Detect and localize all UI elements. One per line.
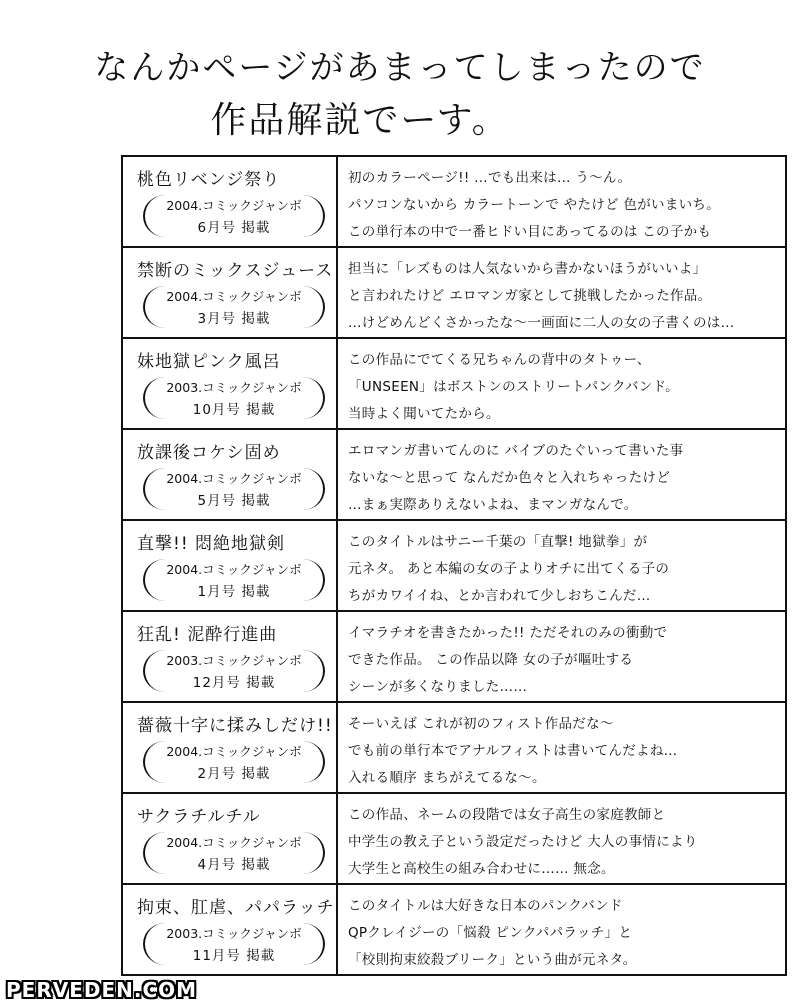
work-row bbox=[122, 611, 786, 702]
work-row bbox=[122, 520, 786, 611]
publication-bracket bbox=[143, 650, 325, 692]
work-title: 拘束、肛虐、パパラッチ bbox=[137, 898, 335, 918]
work-info-cell bbox=[122, 702, 337, 793]
publication-bracket bbox=[143, 286, 325, 328]
publication-issue: 12月号 掲載 bbox=[192, 675, 276, 691]
publication-name: 2003.コミックジャンボ bbox=[166, 380, 302, 395]
comment-line: イマラチオを書きたかった!! ただそれのみの衝動で bbox=[348, 625, 668, 641]
work-row bbox=[122, 247, 786, 338]
work-comment-cell bbox=[337, 793, 786, 884]
work-info-cell bbox=[122, 884, 337, 975]
work-title: 放課後コケシ固め bbox=[137, 443, 281, 463]
work-comment-cell bbox=[337, 429, 786, 520]
publication-name: 2003.コミックジャンボ bbox=[166, 653, 302, 668]
publication-issue: 5月号 掲載 bbox=[197, 493, 271, 509]
publication-bracket bbox=[143, 559, 325, 601]
work-comment-cell bbox=[337, 611, 786, 702]
publication-name: 2004.コミックジャンボ bbox=[166, 562, 302, 577]
work-info-cell bbox=[122, 429, 337, 520]
publication-name: 2004.コミックジャンボ bbox=[166, 289, 302, 304]
comment-line: と言われたけど エロマンガ家として挑戦したかった作品。 bbox=[348, 288, 712, 304]
publication-bracket bbox=[143, 377, 325, 419]
work-info-cell bbox=[122, 156, 337, 247]
comment-line: QPクレイジーの「悩殺 ピンクパパラッチ」と bbox=[348, 925, 633, 941]
heading-line-1: なんかページがあまってしまったので bbox=[94, 48, 706, 88]
comment-line: 入れる順序 まちがえてるな〜。 bbox=[348, 770, 546, 786]
heading-line-2: 作品解説でーす。 bbox=[210, 100, 510, 141]
comment-line: 「UNSEEN」はボストンのストリートパンクバンド。 bbox=[348, 379, 679, 395]
publication-issue: 6月号 掲載 bbox=[197, 220, 271, 236]
work-info-cell bbox=[122, 338, 337, 429]
work-title: 妹地獄ピンク風呂 bbox=[137, 352, 281, 372]
work-comment-cell bbox=[337, 156, 786, 247]
publication-issue: 4月号 掲載 bbox=[197, 857, 271, 873]
comment-line: 大学生と高校生の組み合わせに…… 無念。 bbox=[348, 861, 615, 877]
work-row bbox=[122, 884, 786, 975]
comment-line: …まぁ実際ありえないよね、まマンガなんで。 bbox=[348, 497, 638, 513]
publication-name: 2004.コミックジャンボ bbox=[166, 835, 302, 850]
publication-bracket bbox=[143, 468, 325, 510]
publication-name: 2004.コミックジャンボ bbox=[166, 744, 302, 759]
work-info-cell bbox=[122, 611, 337, 702]
comment-line: 元ネタ。 あと本編の女の子よりオチに出てくる子の bbox=[348, 561, 670, 577]
publication-bracket bbox=[143, 741, 325, 783]
publication-name: 2004.コミックジャンボ bbox=[166, 198, 302, 213]
work-title: サクラチルチル bbox=[137, 807, 261, 827]
publication-issue: 1月号 掲載 bbox=[197, 584, 271, 600]
work-comment-cell bbox=[337, 247, 786, 338]
publication-issue: 10月号 掲載 bbox=[192, 402, 276, 418]
publication-name: 2003.コミックジャンボ bbox=[166, 926, 302, 941]
comment-line: そーいえば これが初のフィスト作品だな〜 bbox=[348, 716, 614, 732]
comment-line: エロマンガ書いてんのに バイブのたぐいって書いた事 bbox=[348, 443, 684, 459]
work-info-cell bbox=[122, 247, 337, 338]
work-title: 狂乱! 泥酔行進曲 bbox=[137, 625, 278, 645]
comment-line: パソコンないから カラートーンで やたけど 色がいまいち。 bbox=[348, 197, 721, 213]
work-comment-cell bbox=[337, 520, 786, 611]
comment-line: でも前の単行本でアナルフィストは書いてんだよね… bbox=[348, 743, 678, 759]
comment-line: 当時よく聞いてたから。 bbox=[348, 406, 500, 422]
work-info-cell bbox=[122, 793, 337, 884]
work-comment-cell bbox=[337, 338, 786, 429]
work-comment-cell bbox=[337, 702, 786, 793]
publication-bracket bbox=[143, 832, 325, 874]
publication-issue: 2月号 掲載 bbox=[197, 766, 271, 782]
work-title: 直撃!! 悶絶地獄剣 bbox=[137, 534, 286, 554]
work-comment-cell bbox=[337, 884, 786, 975]
comment-line: ないな〜と思って なんだか色々と入れちゃったけど bbox=[348, 470, 670, 486]
work-row bbox=[122, 702, 786, 793]
publication-issue: 11月号 掲載 bbox=[192, 948, 276, 964]
comment-line: ちがカワイイね、とか言われて少しおちこんだ… bbox=[348, 588, 651, 604]
comment-line: …けどめんどくさかったな〜一画面に二人の女の子書くのは… bbox=[348, 315, 735, 331]
comment-line: この作品にでてくる兄ちゃんの背中のタトゥー、 bbox=[348, 352, 651, 368]
publication-bracket bbox=[143, 195, 325, 237]
comment-line: 中学生の教え子という設定だったけど 大人の事情により bbox=[348, 834, 698, 850]
work-row bbox=[122, 793, 786, 884]
work-info-cell bbox=[122, 520, 337, 611]
work-title: 桃色リベンジ祭り bbox=[137, 170, 281, 190]
comment-line: できた作品。 この作品以降 女の子が嘔吐する bbox=[348, 652, 634, 668]
publication-name: 2004.コミックジャンボ bbox=[166, 471, 302, 486]
work-row bbox=[122, 429, 786, 520]
works-table bbox=[121, 155, 787, 976]
work-title: 禁断のミックスジュース bbox=[137, 261, 334, 281]
comment-line: この作品、ネームの段階では女子高生の家庭教師と bbox=[348, 807, 666, 823]
comment-line: 初のカラーページ!! …でも出来は… う〜ん。 bbox=[348, 170, 632, 186]
work-row bbox=[122, 338, 786, 429]
work-row bbox=[122, 156, 786, 247]
publication-issue: 3月号 掲載 bbox=[197, 311, 271, 327]
comment-line: この単行本の中で一番ヒドい目にあってるのは この子かも bbox=[348, 224, 712, 240]
publication-bracket bbox=[143, 923, 325, 965]
comment-line: 「校則拘束絞殺ブリーク」という曲が元ネタ。 bbox=[348, 952, 637, 968]
site-watermark: PERVEDEN.COM bbox=[6, 978, 198, 1002]
comment-line: 担当に「レズものは人気ないから書かないほうがいいよ」 bbox=[348, 261, 707, 277]
comment-line: このタイトルはサニー千葉の「直撃! 地獄拳」が bbox=[348, 534, 648, 550]
comment-line: このタイトルは大好きな日本のパンクバンド bbox=[348, 898, 623, 914]
work-title: 薔薇十字に揉みしだけ!! bbox=[137, 716, 333, 736]
comment-line: シーンが多くなりました…… bbox=[348, 679, 528, 695]
